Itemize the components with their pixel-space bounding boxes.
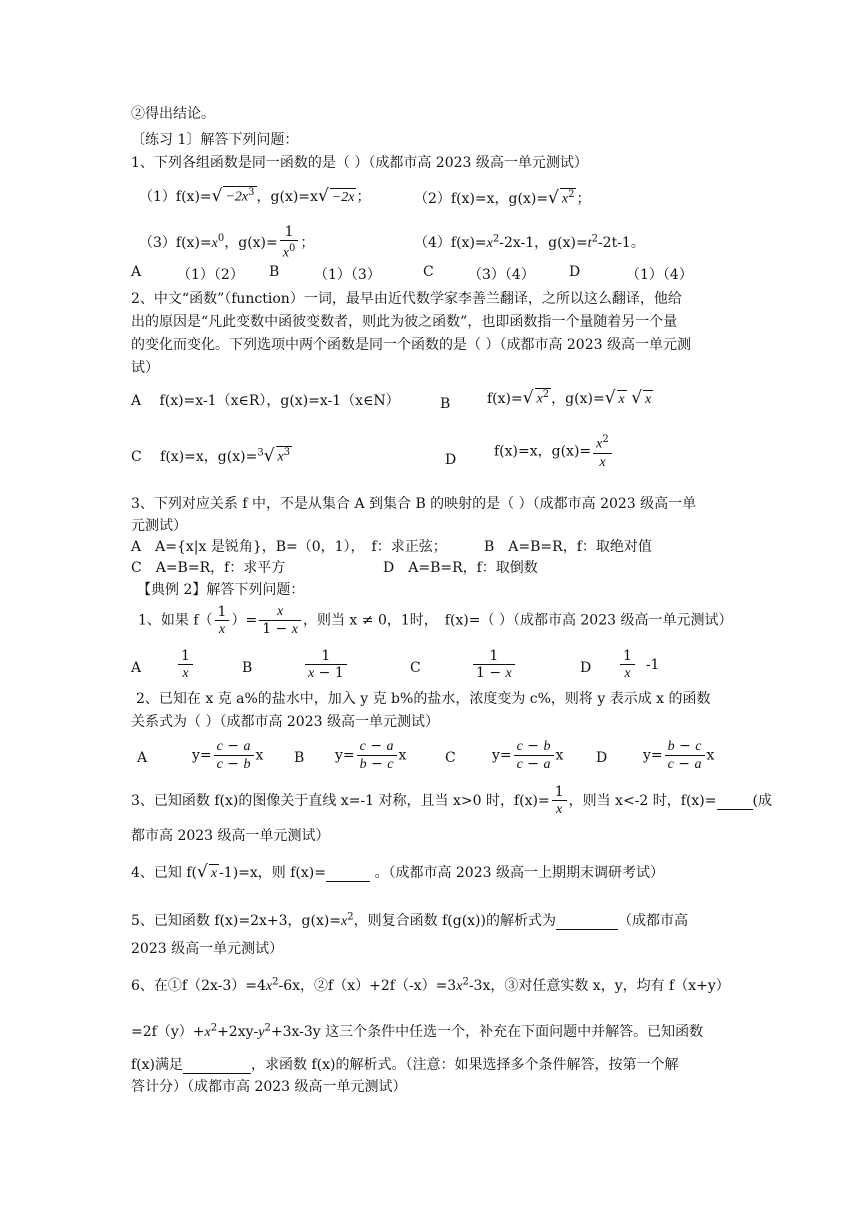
ex2-q2-choice-c-letter: C [445,750,456,766]
q1-choice-c-text: （3）（4） [468,267,535,283]
ex2-q1-choice-b-formula: $\frac{1}{x - 1}$ [303,648,349,682]
conclusion-line: ②得出结论。 [131,106,215,122]
ex2-q1-choice-b-letter: B [242,660,253,676]
ex2-q2-choice-b-letter: B [294,750,305,766]
q3-choice-b: B A=B=R，f：取绝对值 [484,539,652,555]
q1-choice-a-text: （1）（2） [177,267,244,283]
ex2-q1-choice-c-letter: C [410,660,421,676]
q1-choice-c-letter: C [423,264,434,280]
ex2-q2-choice-c-formula: y= $\frac{c - b}{c - a}$ x [492,738,564,772]
example-2-q2-line-2: 关系式为（ ）（成都市高 2023 级高一单元测试） [131,714,439,730]
example-2-q6-line-3: f(x)满足 ，求函数 f(x)的解析式。（注意：如果选择多个条件解答，按第一个解 [131,1057,679,1073]
q3-choice-c: C A=B=R，f：求平方 [131,560,286,576]
ex2-q1-choice-d-formula: $\frac{1}{x}$ -1 [618,648,659,682]
example-2-q2-line-1: 2、已知在 x 克 a%的盐水中，加入 y 克 b%的盐水，浓度变为 c%，则将 y 表示成 x 的函数 [136,691,711,707]
example-2-q3-line-1: 3、已知函数 f(x)的图像关于直线 x=-1 对称，且当 x>0 时，f(x)= $\frac{1}{x}$ ，则当 x<-2 时，f(x)= (成 [131,784,772,817]
ex2-q1-choice-d-letter: D [580,660,592,676]
example-2-q5-line-1: 5、已知函数 f(x)=2x+3，$g(x)=x^2$，则复合函数 f(g(x))的解析式为 （成都市高 [131,911,688,929]
question-2-line-2: 出的原因是“凡此变数中函彼变数者，则此为彼之函数”，也即函数指一个量随着另一个量 [131,314,678,330]
example-2-q6-line-4: 答计分）（成都市高 2023 级高一单元测试） [131,1079,407,1095]
question-2-line-1: 2、中文“函数”（function）一词，最早由近代数学家李善兰翻译，之所以这么翻译，他给 [131,291,682,307]
q1-choice-d-letter: D [569,264,581,280]
example-2-q5-line-2: 2023 级高一单元测试） [131,941,284,957]
question-2-line-3: 的变化而变化。下列选项中两个函数是同一个函数的是（ ）（成都市高 2023 级高一单元测 [131,337,691,353]
ex2-q2-choice-b-formula: y= $\frac{c - a}{b - c}$ x [335,738,407,772]
q2-choice-b-formula: f(x)=√ $x^2$ ，g(x)=√ x √ x [487,388,652,408]
q2-choice-a: A f(x)=x-1（x∈R），g(x)=x-1（x∈N） [131,393,400,409]
q1-choice-d-text: （1）（4） [626,267,693,283]
example-2-q6-line-2: $=2f(y)+x^2+2xy-y^2+3x-3y$ 这三个条件中任选一个，补充在下面问题中并解答。已知函数 [131,1022,704,1040]
ex2-q2-choice-a-letter: A [137,750,148,766]
question-2-line-4: 试） [131,360,159,376]
q1-option-3: $(3)f(x)=x^0$，g(x)= $\frac{1}{x^0}$ ； [139,224,315,261]
ex2-q1-choice-a-formula: $\frac{1}{x}$ [176,648,195,682]
example-2-q1-stem: 1、如果 f（ $\frac{1}{x}$ ）= $\frac{x}{1 - x}$ ，则当 x ≠ 0，1时， f(x)=（ ）（成都市高 2023 级高一单元测试） [138,603,733,637]
q2-choice-d-letter: D [445,452,457,468]
example-2-q3-line-2: 都市高 2023 级高一单元测试） [131,828,330,844]
q2-choice-d-formula: f(x)=x，g(x)= $\frac{x^2}{x}$ [494,432,614,471]
q3-choice-a: A A={x|x 是锐角}，B=（0，1）， f：求正弦； [131,539,447,555]
practice-1-heading: 〔练习 1〕解答下列问题： [131,132,299,148]
example-2-q4: 4、已知 f(√ x -1)=x，则 f(x)= 。（成都市高 2023 级高一上期期末调研考试） [131,862,664,882]
example-2-q6-line-1: 6、在$①f(2x-3)=4x^2-6x$，$②f(x)+2f(-x)=3x^2-3x$，③对任意实数 x，y，均有 f（x+y） [131,976,730,994]
example-2-heading: 【典例 2】解答下列问题： [137,582,305,598]
q1-choice-a-letter: A [131,264,142,280]
question-3-line-2: 元测试） [131,518,187,534]
q1-choice-b-letter: B [269,264,280,280]
question-3-line-1: 3、下列对应关系 f 中，不是从集合 A 到集合 B 的映射的是（ ）（成都市高 2023 级高一单 [131,496,697,512]
q1-option-2: （2）f(x)=x，g(x)=√ $x^2$ ； [414,188,591,208]
q1-option-1: $(1)f(x)=√ -2x^3$ ，g(x)=x√ −2x ； [139,186,371,206]
q1-choice-b-text: （1）（3） [314,267,381,283]
ex2-q2-choice-d-letter: D [596,750,608,766]
q2-choice-c: C f(x)=x，g(x)=$^3$√ $x^3$ [131,446,291,466]
ex2-q2-choice-d-formula: y= $\frac{b - c}{c - a}$ x [643,738,715,772]
ex2-q1-choice-c-formula: $\frac{1}{1 - x}$ [471,648,517,682]
ex2-q1-choice-a-letter: A [131,660,142,676]
question-1-stem: 1、下列各组函数是同一函数的是（ ）（成都市高 2023 级高一单元测试） [131,155,588,171]
ex2-q2-choice-a-formula: y= $\frac{c - a}{c - b}$ x [192,738,264,772]
q2-choice-b-letter: B [440,396,451,412]
q3-choice-d: D A=B=R，f：取倒数 [383,560,538,576]
q1-option-4: $(4)f(x)=x^2-2x-1$，$g(x)=t^2-2t-1$。 [414,233,645,251]
